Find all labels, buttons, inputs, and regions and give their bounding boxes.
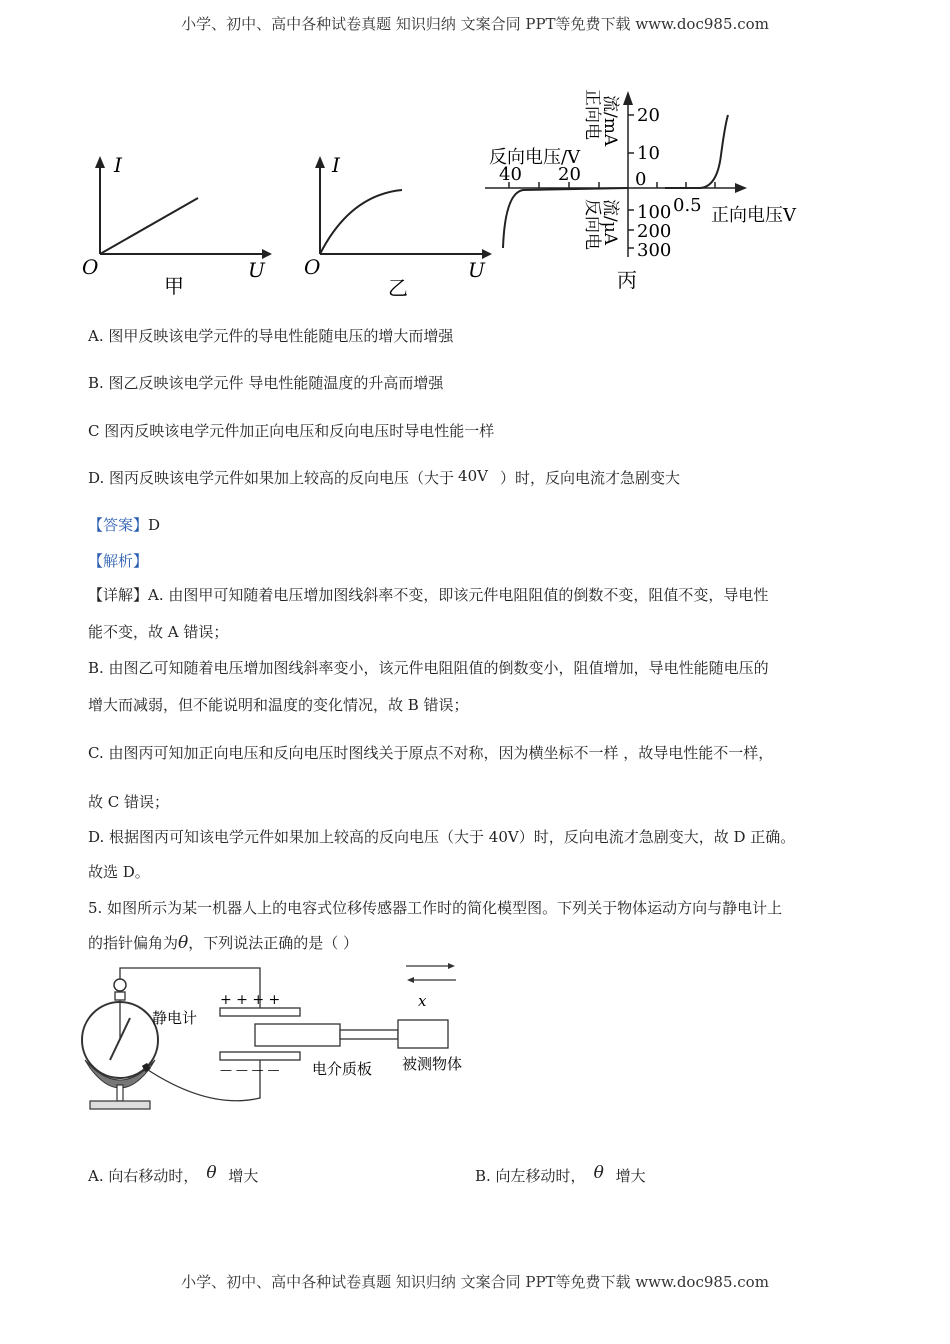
detail-label: 【详解】 (88, 586, 149, 604)
q4-option-a: A. 图甲反映该电学元件的导电性能随电压的增大而增强 (88, 327, 454, 345)
q5-line-2 (88, 932, 358, 953)
plus-signs: + + + + (220, 992, 281, 1008)
bing-tick-0: 0 (635, 169, 647, 190)
q4-option-d-post: ）时，反向电流才急剧变大 (500, 469, 681, 487)
bing-y-arrow (623, 91, 633, 105)
dielectric-label: 电介质板 (312, 1060, 373, 1078)
bing-reverse-current-label-2: 流/μA (600, 199, 620, 246)
electrometer-stand (90, 1101, 150, 1109)
jia-y-label: I (114, 153, 122, 177)
jia-y-arrow (95, 156, 105, 168)
bing-forward-curve (665, 115, 728, 188)
q5-option-b-theta: θ (593, 1163, 604, 1183)
bing-tick-10: 10 (637, 143, 660, 164)
electrometer-label: 静电计 (152, 1009, 198, 1027)
detail-p1a: A. 由图甲可知随着电压增加图线斜率不变，即该元件电阻阻值的倒数不变，阻值不变，导电性 (148, 586, 769, 604)
q5-option-b-post: 增大 (615, 1167, 646, 1185)
bing-tick-200: 200 (637, 221, 672, 242)
electrometer-knob (114, 979, 126, 991)
q5-option-b (475, 1165, 646, 1186)
q5-option-a-post: 增大 (228, 1167, 259, 1185)
q5-option-a-pre: A. 向右移动时， (88, 1167, 199, 1185)
detail-line-7: D. 根据图丙可知该电学元件如果加上较高的反向电压（大于 40V）时，反向电流才急剧变大，故 D 正确。 (88, 828, 796, 846)
detail-line-3: B. 由图乙可知随着电压增加图线斜率变小，该元件电阻阻值的倒数变小，阻值增加，导电性能随电压的 (88, 659, 769, 677)
yi-origin: O (304, 255, 321, 279)
bing-tick-300: 300 (637, 240, 672, 261)
q4-option-b: B. 图乙反映该电学元件 导电性能随温度的升高而增强 (88, 374, 444, 392)
bing-tick-100: 100 (637, 202, 672, 223)
bing-x-arrow (735, 183, 747, 193)
bing-tick-20: 20 (637, 105, 660, 126)
q5-line-1: 5. 如图所示为某一机器人上的电容式位移传感器工作时的简化模型图。下列关于物体运动方向与静电计上 (88, 899, 783, 917)
q4-option-d-value: 40V (458, 467, 488, 485)
arrow-right (448, 963, 455, 969)
yi-curve (320, 190, 402, 254)
jia-origin: O (82, 255, 99, 279)
jia-caption: 甲 (164, 274, 184, 298)
bing-forward-current-label-2: 流/mA (600, 95, 620, 147)
q5-theta: θ (178, 933, 189, 953)
q5-option-a (88, 1165, 258, 1186)
bing-forward-voltage-label: 正向电压V (711, 205, 796, 226)
figure-bing (485, 85, 815, 300)
detail-line-5: C. 由图丙可知加正向电压和反向电压时图线关于原点不对称，因为横坐标不一样 ，故导电性能不一样， (88, 744, 774, 762)
jia-line (100, 198, 198, 254)
top-wire (120, 968, 260, 988)
detail-line-2: 能不变，故 A 错误； (88, 623, 229, 641)
detail-line-6: 故 C 错误； (88, 793, 170, 811)
bing-tick-05: 0.5 (673, 195, 702, 216)
q4-option-c: C 图丙反映该电学元件加正向电压和反向电压时导电性能一样 (88, 422, 495, 440)
detail-line-8: 故选 D。 (88, 863, 150, 881)
minus-signs: — — — — (220, 1063, 280, 1077)
yi-caption: 乙 (388, 276, 408, 300)
measured-object (398, 1020, 448, 1048)
page-header: 小学、初中、高中各种试卷真题 知识归纳 文案合同 PPT等免费下载 www.doc985.com (181, 15, 769, 33)
figure-yi (300, 150, 500, 300)
top-plate (220, 1008, 300, 1016)
connecting-rod (340, 1030, 398, 1039)
x-label: x (418, 992, 427, 1010)
q5-line-2-post: ，下列说法正确的是（ ） (188, 934, 359, 952)
q4-option-d-pre: D. 图丙反映该电学元件如果加上较高的反向电压（大于 (88, 469, 455, 487)
analysis-label: 【解析】 (88, 552, 149, 570)
q5-option-a-theta: θ (206, 1163, 217, 1183)
page-footer: 小学、初中、高中各种试卷真题 知识归纳 文案合同 PPT等免费下载 www.doc985.com (181, 1273, 769, 1291)
arrow-left (407, 977, 414, 983)
figure-jia (80, 150, 280, 300)
yi-y-arrow (315, 156, 325, 168)
q5-line-2-pre: 的指针偏角为 (88, 934, 179, 952)
yi-y-label: I (332, 153, 340, 177)
bing-forward-current-label-1: 正向电 (582, 89, 602, 140)
bottom-plate (220, 1052, 300, 1060)
detail-line-1 (88, 584, 768, 605)
detail-line-4: 增大而减弱，但不能说明和温度的变化情况，故 B 错误； (88, 696, 469, 714)
jia-x-label: U (248, 258, 265, 282)
answer-label: 【答案】 (88, 516, 149, 534)
answer-value: D (148, 516, 161, 534)
q4-option-d (88, 467, 680, 488)
bing-reverse-voltage-label: 反向电压/V (489, 147, 581, 168)
bing-tick-40: 40 (499, 164, 522, 185)
q5-option-b-pre: B. 向左移动时， (475, 1167, 586, 1185)
dielectric-slab (255, 1024, 340, 1046)
bing-caption: 丙 (617, 268, 637, 292)
q5-figure (80, 960, 480, 1125)
object-label: 被测物体 (402, 1055, 463, 1073)
bing-reverse-current-label-1: 反向电 (582, 199, 602, 250)
bing-tick-20v: 20 (558, 164, 581, 185)
answer-line (88, 514, 160, 535)
yi-x-label: U (468, 258, 485, 282)
